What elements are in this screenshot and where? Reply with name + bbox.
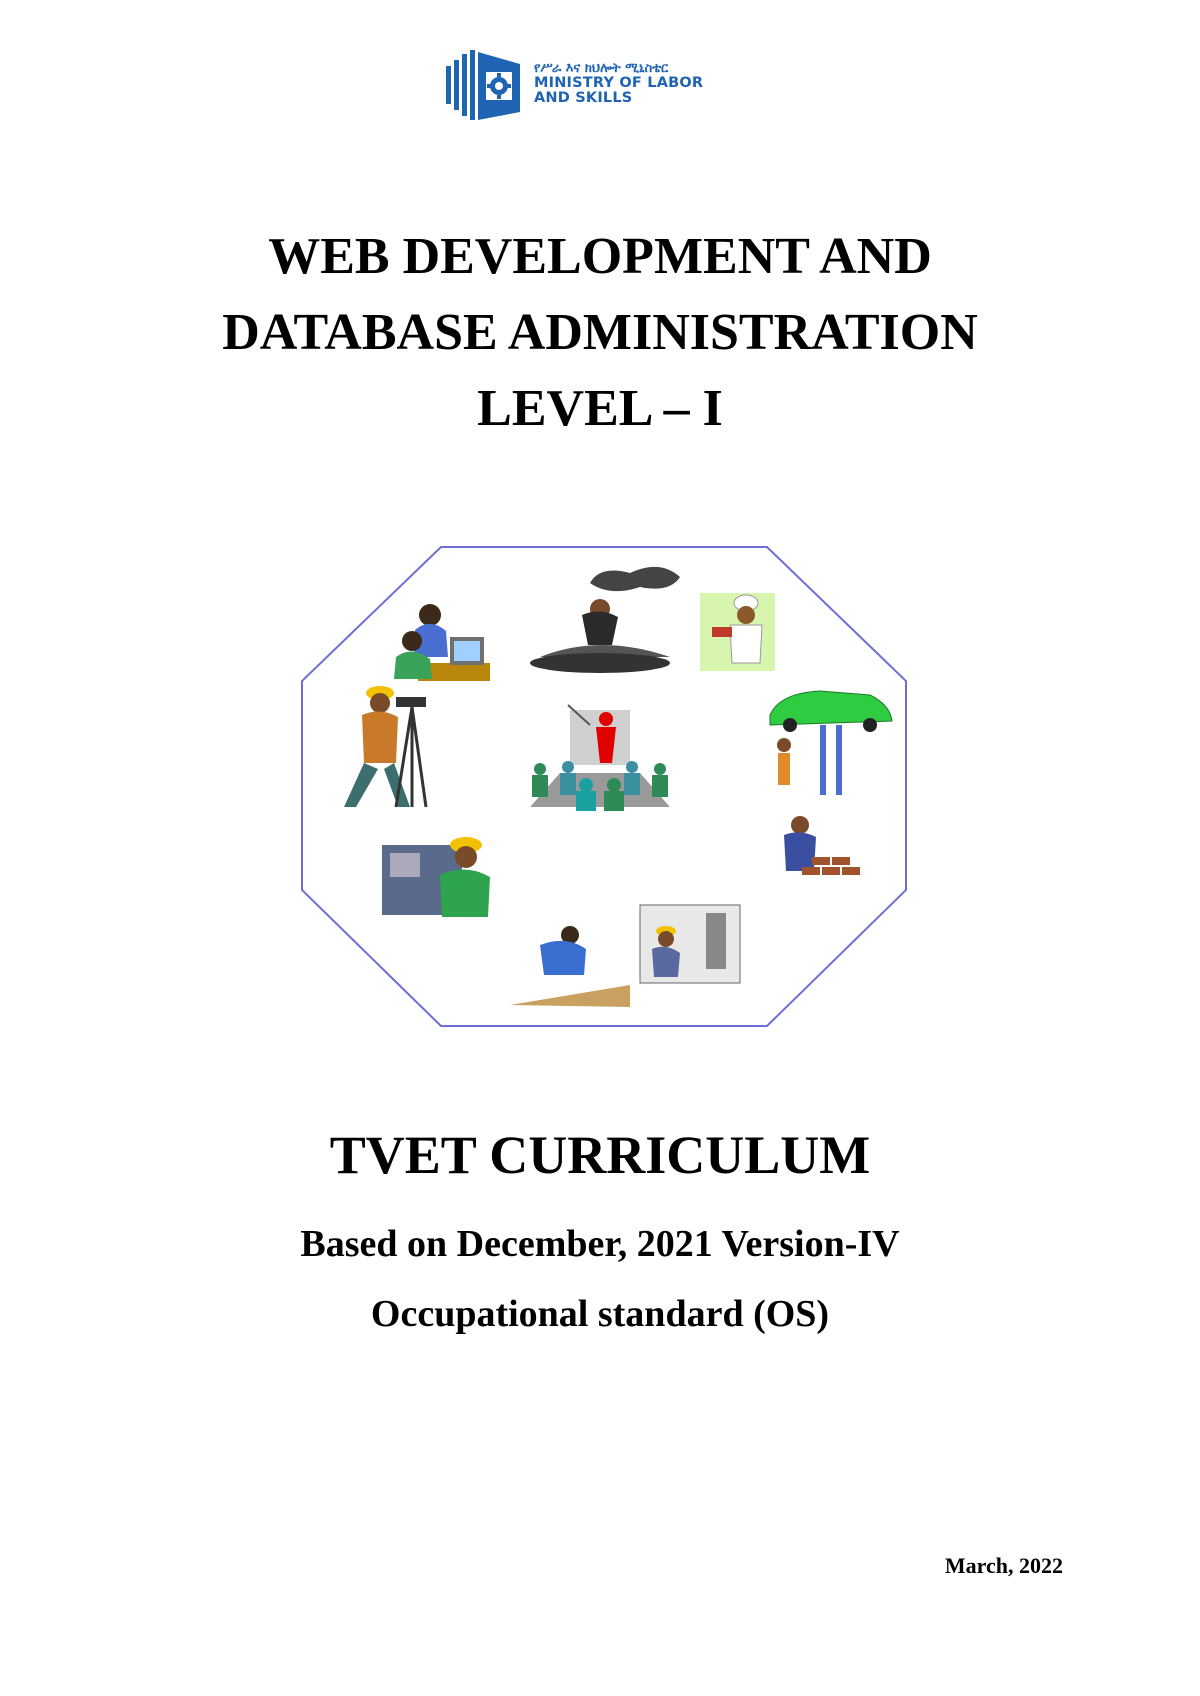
curriculum-title: TVET CURRICULUM [329,1125,871,1185]
ministry-name-amharic: የሥራ እና ክህሎት ሚኒስቴር [534,61,669,76]
title-line-1: WEB DEVELOPMENT AND [268,228,932,285]
title-line-3: LEVEL – I [477,380,723,437]
electrician-icon [382,837,490,917]
based-on-text: Based on December, 2021 Version-IV [300,1223,900,1265]
machinist-icon [640,905,740,983]
occupations-collage-icon [300,545,908,1028]
publication-date: March, 2022 [944,1553,1063,1578]
title-line-2: DATABASE ADMINISTRATION [222,304,978,361]
ministry-logo [444,50,744,120]
occupational-standard-text: Occupational standard (OS) [370,1293,830,1335]
ministry-name-line1: MINISTRY OF LABOR [534,75,704,91]
chef-icon [700,593,775,671]
ministry-emblem-icon [444,50,524,120]
ministry-name [534,61,703,106]
ministry-name-line2: AND SKILLS [534,90,633,106]
document-title [0,219,1200,447]
